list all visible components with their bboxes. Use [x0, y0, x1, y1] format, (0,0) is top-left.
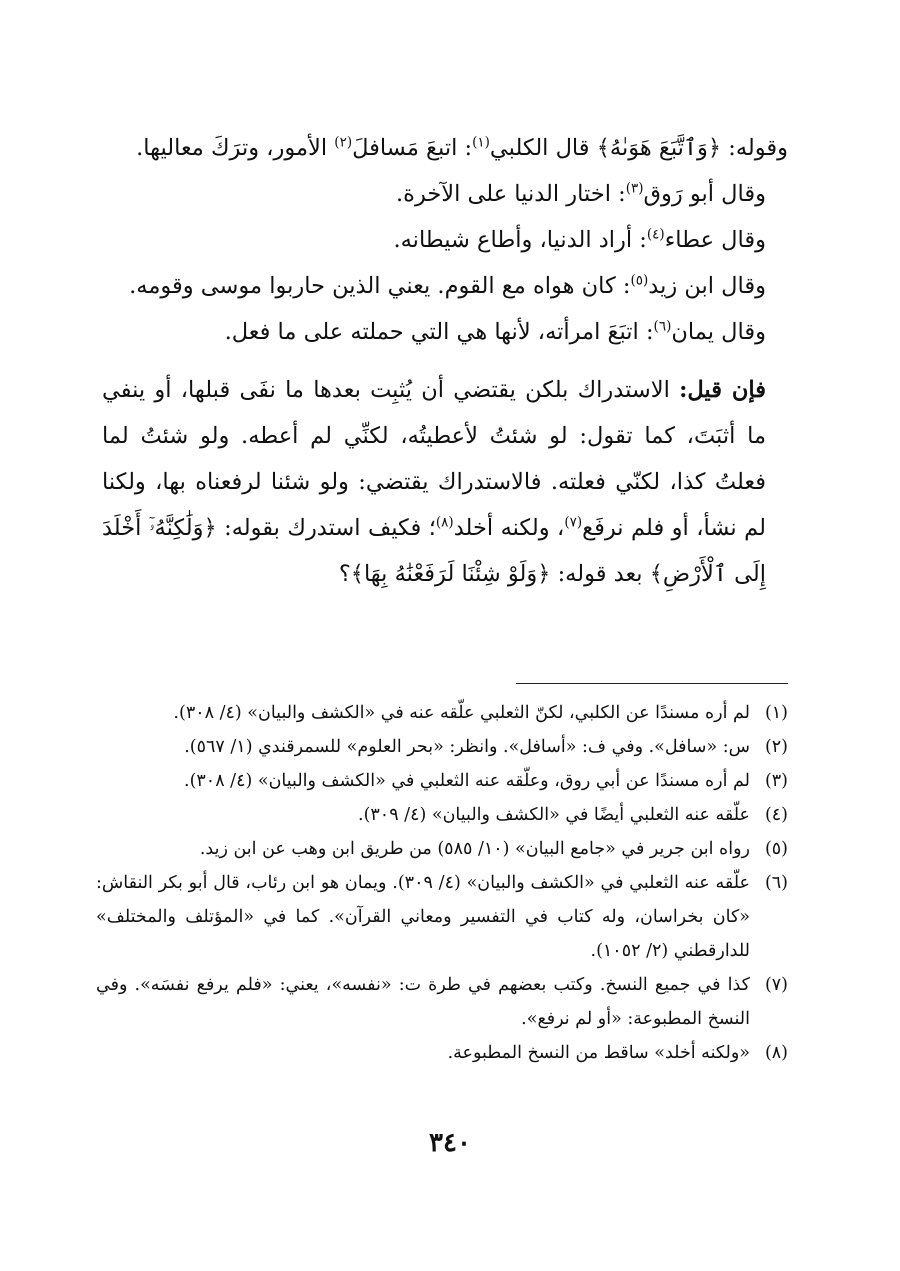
text-span: : اختار الدنيا على الآخرة.: [396, 181, 626, 207]
footnote-text: «ولكنه أخلد» ساقط من النسخ المطبوعة.: [447, 1043, 750, 1063]
text-span: : أراد الدنيا، وأطاع شيطانه.: [393, 227, 647, 253]
paragraph-1: [102, 125, 788, 171]
footnote-number: (٢): [764, 737, 788, 757]
text-span: : اتبَعَ امرأته، لأنها هي التي حملته على ما فعل.: [224, 319, 654, 345]
footnote-number: (٤): [764, 805, 788, 825]
footnote-text: لم أره مسندًا عن أبي روق، وعلّقه عنه الثعلبي في «الكشف والبيان» (٤/ ٣٠٨).: [184, 771, 750, 791]
text-span: : كان هواه مع القوم. يعني الذين حاربوا موسى وقومه.: [129, 273, 631, 299]
footnotes: [96, 696, 788, 1070]
text-span: الأمور، وترَكَ معاليها.: [136, 135, 335, 161]
footnote-number: (٥): [764, 839, 788, 859]
footnote-ref: (٨): [435, 514, 454, 531]
paragraph-5: [102, 309, 788, 355]
footnote-number: (٣): [764, 771, 788, 791]
footnote-ref: (٥): [630, 272, 649, 289]
footnote-number: (٨): [764, 1043, 788, 1063]
footnote: [96, 866, 788, 968]
footnote-text: س: «سافل». وفي ف: «أسافل». وانظر: «بحر العلوم» للسمرقندي (١/ ٥٦٧).: [184, 737, 750, 757]
footnote-text: علّقه عنه الثعلبي أيضًا في «الكشف والبيان» (٤/ ٣٠٩).: [358, 805, 750, 825]
footnote-text: رواه ابن جرير في «جامع البيان» (١٠/ ٥٨٥) من طريق ابن وهب عن ابن زيد.: [199, 839, 750, 859]
footnote-number: (٦): [764, 873, 788, 893]
footnote-ref: (١): [472, 134, 490, 151]
footnote: [96, 968, 788, 1036]
text-span: الاستدراك بلكن يقتضي أن يُثبِت بعدها ما نفَى قبلها، أو ينفي ما أثبَتَ، كما تقول: لو شئتُ لأعطيتُه، لكنِّي لم أعطه. ولو شئتُ لما فعلتُ كذا، لكنّي فعلته. فالاستدراك يقتضي: ولو شئنا لرفعناه بها، ولكنا لم نشأ، أو فلم نرفَع: [102, 377, 766, 541]
text-span: وقال أبو رَوق: [643, 181, 766, 207]
footnote: [96, 764, 788, 798]
footnote: [96, 1036, 788, 1070]
footnote-number: (١): [764, 703, 788, 723]
footnote: [96, 696, 788, 730]
paragraph-4: [102, 263, 788, 309]
text-span: وقال يمان: [671, 319, 766, 345]
footnote-text: كذا في جميع النسخ. وكتب بعضهم في طرة ت: «نفسه»، يعني: «فلم يرفع نفسَه». وفي النسخ المطبوعة: «أو لم نرفع».: [96, 975, 750, 1029]
paragraph-6: [102, 367, 788, 597]
main-text: [102, 125, 788, 597]
footnote: [96, 798, 788, 832]
text-span: : اتبعَ مَسافلَ: [352, 135, 473, 161]
paragraph-3: [102, 217, 788, 263]
footnote-ref: (٢): [334, 134, 353, 151]
text-span: وقال عطاء: [664, 227, 766, 253]
footnote: [96, 832, 788, 866]
paragraph-2: [102, 171, 788, 217]
page-number: ٣٤٠: [429, 1128, 471, 1158]
footnote-ref: (٤): [646, 226, 665, 243]
footnote-text: علّقه عنه الثعلبي في «الكشف والبيان» (٤/ ٣٠٩). ويمان هو ابن رئاب، قال أبو بكر النقاش: «كان بخراسان، وله كتاب في التفسير ومعاني القرآن». كما في «المؤتلف والمختلف» للدارقطني (٢/ ١٠٥٢).: [96, 873, 750, 961]
footnote-ref: (٣): [625, 180, 644, 197]
question-lead: فإن قيل:: [679, 377, 766, 403]
footnote-ref: (٧): [564, 514, 583, 531]
footnote-text: لم أره مسندًا عن الكلبي، لكنّ الثعلبي علّقه عنه في «الكشف والبيان» (٤/ ٣٠٨).: [173, 703, 750, 723]
text-span: ؛ فكيف استدرك بقوله: ﴿وَلَٰكِنَّهُۥٓ أَخْلَدَ إِلَى ٱلْأَرْضِ﴾ بعد قوله: ﴿وَلَوْ شِئْنَا لَرَفَعْنَٰهُ بِهَا﴾؟: [102, 515, 766, 587]
footnote-number: (٧): [764, 975, 788, 995]
text-span: ، ولكنه أخلد: [453, 515, 565, 541]
text-span: وقوله: ﴿وَٱتَّبَعَ هَوَىٰهُ﴾ قال الكلبي: [489, 135, 788, 161]
footnote-ref: (٦): [653, 318, 672, 335]
footnote: [96, 730, 788, 764]
footnote-divider: [516, 683, 788, 684]
text-span: وقال ابن زيد: [648, 273, 766, 299]
